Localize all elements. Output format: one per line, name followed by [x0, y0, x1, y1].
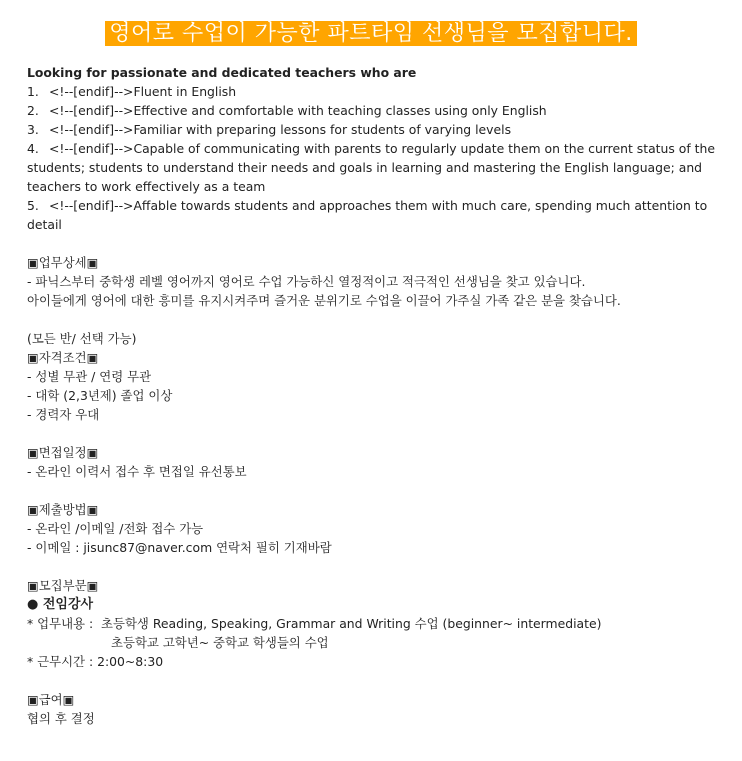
duty-detail-line: 초등학교 고학년~ 중학교 학생들의 수업 [111, 635, 329, 650]
interview-line: - 온라인 이력서 접수 후 면접일 유선통보 [27, 464, 247, 479]
duty-detail-line: * 업무내용 : 초등학생 Reading, Speaking, Grammar and Writing 수업 (beginner~ intermediate) [27, 616, 602, 631]
submission-section [27, 500, 717, 557]
position-title: ● 전임강사 [27, 597, 94, 612]
intro-heading: Looking for passionate and dedicated teachers who are [27, 65, 417, 80]
interview-section [27, 443, 717, 481]
section-heading: ▣급여▣ [27, 692, 75, 707]
section-heading: ▣업무상세▣ [27, 255, 99, 270]
section-heading: ▣모집부문▣ [27, 578, 99, 593]
job-posting-document [27, 0, 717, 728]
banner-title: 영어로 수업이 가능한 파트타임 선생님을 모집합니다. [105, 21, 637, 46]
list-item: 5. <!--[endif]-->Affable towards students and approaches them with much care, spending much attention to detail [27, 198, 712, 232]
duty-line: - 파닉스부터 중학생 레벨 영어까지 영어로 수업 가능하신 열정적이고 적극적인 선생님을 찾고 있습니다. [27, 274, 586, 289]
section-heading: ▣면접일정▣ [27, 445, 99, 460]
class-note: (모든 반/ 선택 가능) [27, 331, 137, 346]
duties-section [27, 253, 717, 310]
submission-line: - 온라인 /이메일 /전화 접수 가능 [27, 521, 204, 536]
section-heading: ▣자격조건▣ [27, 350, 99, 365]
salary-section [27, 690, 717, 728]
duty-line: 아이들에게 영어에 대한 흥미를 유지시켜주며 즐거운 분위기로 수업을 이끌어 가주실 가족 같은 분을 찾습니다. [27, 293, 621, 308]
requirements-list [27, 82, 717, 234]
qualification-line: - 대학 (2,3년제) 졸업 이상 [27, 388, 173, 403]
list-item: 2. <!--[endif]-->Effective and comfortable with teaching classes using only English [27, 103, 547, 118]
salary-line: 협의 후 결정 [27, 711, 95, 726]
banner-row [0, 0, 742, 47]
recruit-section [27, 576, 717, 671]
qualification-line: - 경력자 우대 [27, 407, 100, 422]
list-item: 3. <!--[endif]-->Familiar with preparing lessons for students of varying levels [27, 122, 512, 137]
list-item: 4. <!--[endif]-->Capable of communicating with parents to regularly update them on the current status of the students; students to understand their needs and goals in learning and mastering the English language; and teachers to work effectively as a team [27, 141, 719, 194]
section-heading: ▣제출방법▣ [27, 502, 99, 517]
qualification-line: - 성별 무관 / 연령 무관 [27, 369, 152, 384]
submission-email-line: - 이메일 : jisunc87@naver.com 연락처 필히 기재바람 [27, 540, 332, 555]
work-hours-line: * 근무시간 : 2:00~8:30 [27, 654, 164, 669]
list-item: 1. <!--[endif]-->Fluent in English [27, 84, 237, 99]
qualifications-section [27, 348, 717, 424]
